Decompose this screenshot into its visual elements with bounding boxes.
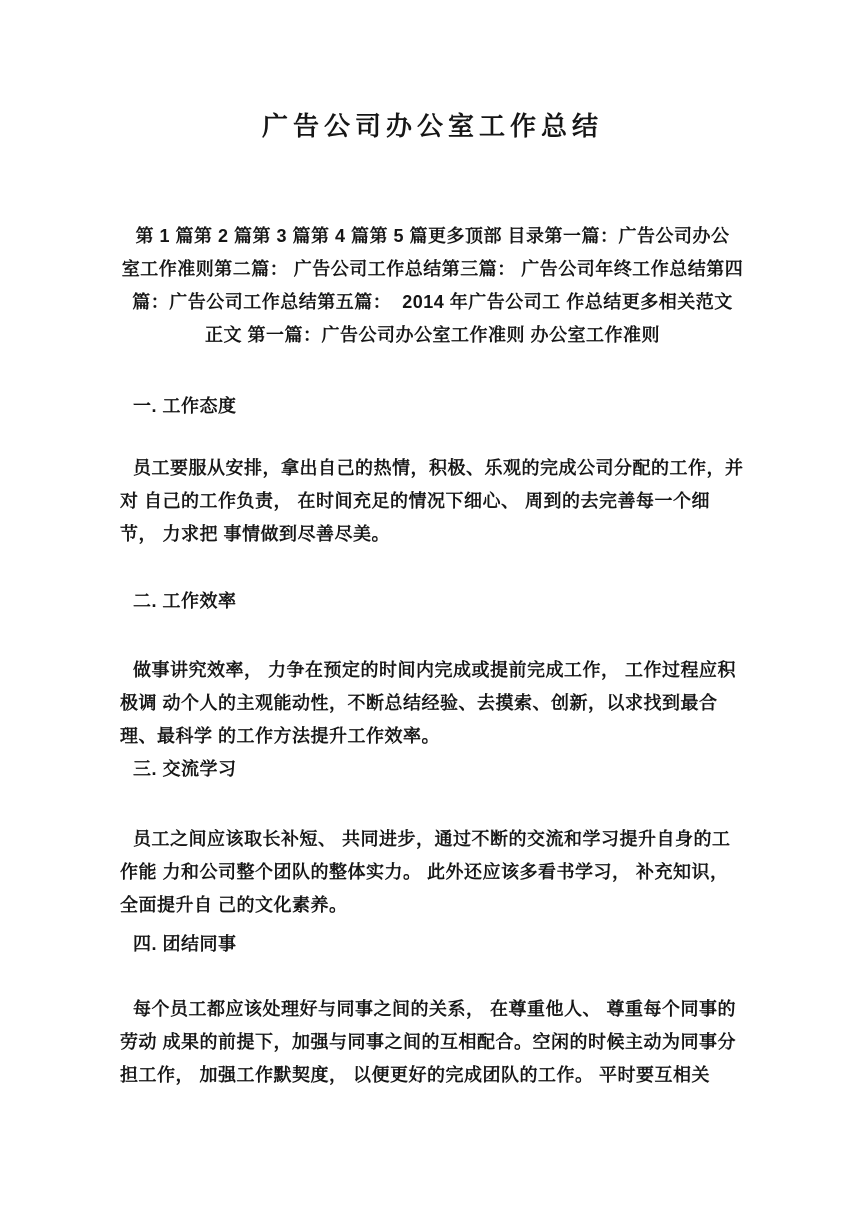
text-line: 全面提升自 己的文化素养。 bbox=[120, 895, 348, 915]
section-heading: 一. 工作态度 bbox=[133, 396, 237, 416]
section-paragraph bbox=[120, 654, 745, 753]
text-line: 正文 第一篇：广告公司办公室工作准则 办公室工作准则 bbox=[205, 325, 660, 345]
text-line: 员工之间应该取长补短、 共同进步，通过不断的交流和学习提升自身的工 bbox=[133, 829, 731, 849]
section-heading: 四. 团结同事 bbox=[133, 934, 237, 954]
text-line: 篇：广告公司工作总结第五篇： 2014 年广告公司工 作总结更多相关范文 bbox=[132, 292, 733, 312]
text-line: 节， 力求把 事情做到尽善尽美。 bbox=[120, 524, 391, 544]
text-line: 第 1 篇第 2 篇第 3 篇第 4 篇第 5 篇更多顶部 目录第一篇：广告公司办公 bbox=[135, 226, 730, 246]
text-line: 做事讲究效率， 力争在预定的时间内完成或提前完成工作， 工作过程应积 bbox=[133, 660, 736, 680]
text-line: 担工作， 加强工作默契度， 以便更好的完成团队的工作。 平时要互相关 bbox=[120, 1065, 710, 1085]
text-line: 极调 动个人的主观能动性，不断总结经验、去摸索、创新，以求找到最合 bbox=[120, 693, 718, 713]
section-paragraph bbox=[120, 452, 745, 551]
text-line: 对 自己的工作负责， 在时间充足的情况下细心、 周到的去完善每一个细 bbox=[120, 491, 710, 511]
section-heading: 二. 工作效率 bbox=[133, 591, 237, 611]
text-line: 每个员工都应该处理好与同事之间的关系， 在尊重他人、 尊重每个同事的 bbox=[133, 999, 736, 1019]
text-line: 劳动 成果的前提下，加强与同事之间的互相配合。空闲的时候主动为同事分 bbox=[120, 1032, 736, 1052]
section-paragraph bbox=[120, 993, 745, 1092]
text-line: 理、最科学 的工作方法提升工作效率。 bbox=[120, 726, 440, 746]
document-title: 广告公司办公室工作总结 bbox=[261, 111, 603, 141]
section-paragraph bbox=[120, 823, 745, 922]
section-team-unity bbox=[120, 928, 745, 1092]
text-line: 作能 力和公司整个团队的整体实力。 此外还应该多看书学习， 补充知识， bbox=[120, 862, 729, 882]
section-communication-learning bbox=[120, 753, 745, 922]
section-work-efficiency bbox=[120, 585, 745, 753]
section-heading: 三. 交流学习 bbox=[133, 759, 237, 779]
document-content bbox=[0, 111, 860, 1092]
section-work-attitude bbox=[120, 390, 745, 551]
text-line: 员工要服从安排，拿出自己的热情，积极、乐观的完成公司分配的工作，并 bbox=[133, 458, 744, 478]
text-line: 室工作准则第二篇： 广告公司工作总结第三篇： 广告公司年终工作总结第四 bbox=[121, 259, 744, 279]
intro-paragraph bbox=[120, 220, 745, 352]
